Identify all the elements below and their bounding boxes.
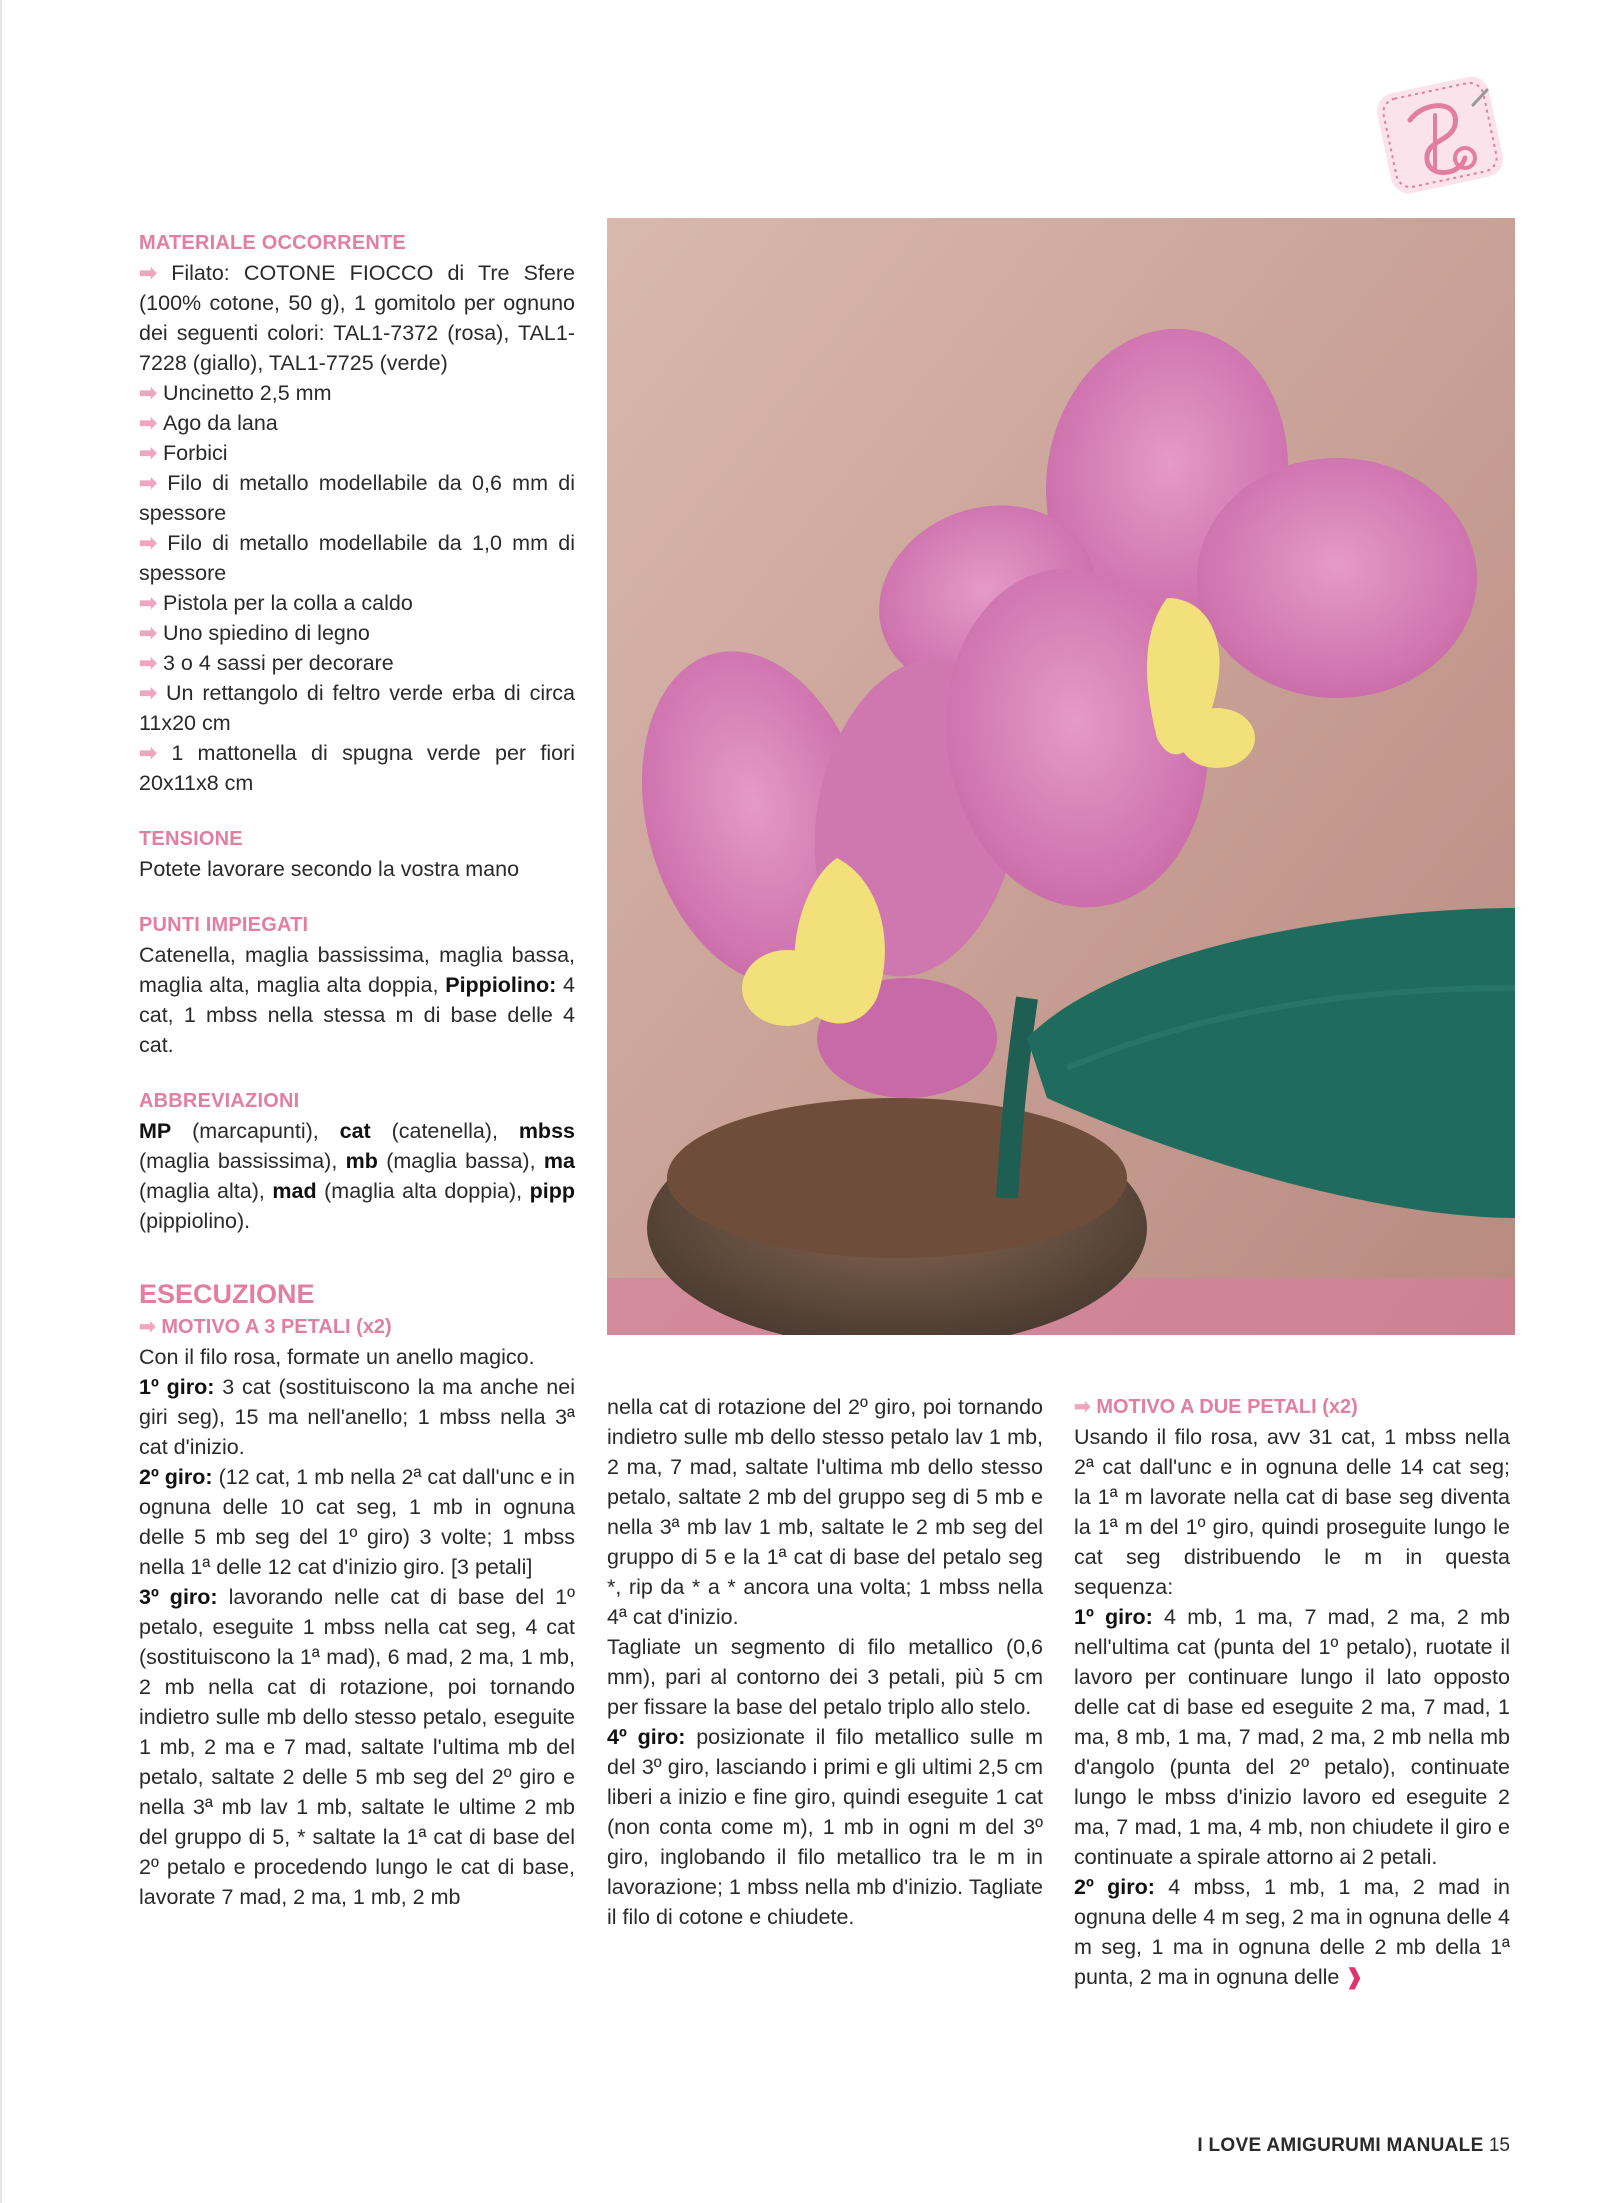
execution-heading: ESECUZIONE (139, 1279, 315, 1309)
arrow-icon: ➡ (139, 1316, 156, 1338)
arrow-icon: ➡ (139, 531, 168, 555)
magazine-title: I LOVE AMIGURUMI MANUALE (1197, 2135, 1484, 2156)
page-number: 15 (1488, 2135, 1510, 2156)
page-footer (1197, 2135, 1510, 2157)
orchid-photo (607, 218, 1515, 1335)
abbreviation-key: pipp (529, 1179, 575, 1203)
pip-label: Pippiolino: (445, 973, 557, 997)
arrow-icon: ➡ (139, 651, 163, 675)
column-right (1074, 1392, 1510, 1992)
material-item: ➡ Filo di metallo modellabile da 1,0 mm di spessore (139, 531, 575, 585)
column-middle (607, 1392, 1043, 1932)
materials-heading: MATERIALE OCCORRENTE (139, 232, 406, 254)
material-item: ➡ Filo di metallo modellabile da 0,6 mm di spessore (139, 471, 575, 525)
abbreviation-key: mad (272, 1179, 317, 1203)
materials-list (139, 258, 575, 798)
abbreviation-meaning: (catenella), (370, 1119, 519, 1143)
metal-wire-instruction: Tagliate un segmento di filo metallico (0,6 mm), pari al contorno dei 3 petali, più 5 cm per fissare la base del petalo triplo allo stelo. (607, 1635, 1043, 1719)
arrow-icon: ➡ (139, 471, 168, 495)
abbreviation-key: cat (339, 1119, 371, 1143)
abbreviation-meaning: (pippiolino). (139, 1209, 251, 1233)
tension-text: Potete lavorare secondo la vostra mano (139, 857, 520, 881)
arrow-icon: ➡ (139, 681, 166, 705)
material-item: ➡ 1 mattonella di spugna verde per fiori 20x11x8 cm (139, 741, 575, 795)
abbreviation-meaning: (marcapunti), (171, 1119, 340, 1143)
abbreviation-key: mb (345, 1149, 378, 1173)
abbreviation-meaning: (maglia alta doppia), (316, 1179, 530, 1203)
motif-2-intro: Usando il filo rosa, avv 31 cat, 1 mbss nella 2ª cat dall'unc e in ognuna delle 14 cat seg; la 1ª m lavorate nella cat di base seg diventa la 1ª m del 1º giro, quindi proseguite lungo le cat seg distribuendo le m in questa sequenza: (1074, 1425, 1510, 1599)
motif-2-petals-heading: ➡ MOTIVO A DUE PETALI (x2) (1074, 1396, 1358, 1418)
material-item: ➡ 3 o 4 sassi per decorare (139, 651, 394, 675)
abbreviation-key: ma (543, 1149, 575, 1173)
abbreviation-meaning: (maglia bassa), (377, 1149, 544, 1173)
motif-3-petals-heading: ➡ MOTIVO A 3 PETALI (x2) (139, 1316, 392, 1338)
round-4: 4º giro: posizionate il filo metallico sulle m del 3º giro, lasciando i primi e gli ultimi 2,5 cm liberi a inizio e fine giro, quindi eseguite 1 cat (non conta come m), 1 mb in ogni m del 3º giro, inglobando il filo metallico tra le m in lavorazione; 1 mbss nella mb d'inizio. Tagliate il filo di cotone e chiudete. (607, 1725, 1043, 1929)
magazine-logo-icon (1365, 70, 1515, 200)
abbreviation-meaning: (maglia bassissima), (139, 1149, 346, 1173)
arrow-icon: ➡ (139, 741, 172, 765)
material-item: ➡ Uno spiedino di legno (139, 621, 370, 645)
arrow-icon: ➡ (139, 261, 172, 285)
abbreviation-key: MP (139, 1119, 172, 1143)
abbreviations-heading: ABBREVIAZIONI (139, 1090, 300, 1112)
arrow-icon: ➡ (1074, 1396, 1091, 1418)
motif-2-round-2: 2º giro: 4 mbss, 1 mb, 1 ma, 2 mad in ognuna delle 4 m seg, 2 ma in ognuna delle 4 m seg, 1 ma in ognuna delle 2 mb della 1ª punta, 2 ma in ognuna delle ❱ (1074, 1875, 1510, 1989)
material-item: ➡ Un rettangolo di feltro verde erba di circa 11x20 cm (139, 681, 575, 735)
arrow-icon: ➡ (139, 381, 163, 405)
material-item: ➡ Pistola per la colla a caldo (139, 591, 413, 615)
material-item: ➡ Forbici (139, 441, 228, 465)
stitches-heading: PUNTI IMPIEGATI (139, 914, 309, 936)
round-2: 2º giro: (12 cat, 1 mb nella 2ª cat dall'unc e in ognuna delle 10 cat seg, 1 mb in ognuna delle 5 mb seg del 1º giro) 3 volte; 1 mbss nella 1ª delle 12 cat d'inizio giro. [3 petali] (139, 1465, 575, 1579)
continue-arrow-icon: ❱ (1345, 1965, 1364, 1989)
arrow-icon: ➡ (139, 591, 163, 615)
column-left (139, 228, 575, 1912)
motif-intro: Con il filo rosa, formate un anello magico. (139, 1345, 535, 1369)
motif-2-round-1: 1º giro: 4 mb, 1 ma, 7 mad, 2 ma, 2 mb nell'ultima cat (punta del 1º petalo), ruotate il lavoro per continuare lungo il lato opposto delle cat di base ed eseguite 2 ma, 7 mad, 1 ma, 8 mb, 1 ma, 7 mad, 2 ma, 2 mb nella mb d'angolo (punta del 2º petalo), continuate lungo le mbss d'inizio lavoro ed eseguite 2 ma, 7 mad, 1 ma, 4 mb, non chiudete il giro e continuate a spirale attorno ai 2 petali. (1074, 1605, 1510, 1869)
stitches-text: Catenella, maglia bassissima, maglia bassa, maglia alta, maglia alta doppia, (139, 943, 575, 997)
arrow-icon: ➡ (139, 441, 163, 465)
abbreviation-key: mbss (518, 1119, 575, 1143)
arrow-icon: ➡ (139, 621, 163, 645)
abbreviations-text (139, 1116, 575, 1236)
material-item: ➡ Filato: COTONE FIOCCO di Tre Sfere (100% cotone, 50 g), 1 gomitolo per ognuno dei seguenti colori: TAL1-7372 (rosa), TAL1-7228 (giallo), TAL1-7725 (verde) (139, 261, 575, 375)
pip-text: 4 cat, 1 mbss nella stessa m di base delle 4 cat. (139, 973, 575, 1057)
stitches-paragraph (139, 940, 575, 1060)
round-1: 1º giro: 3 cat (sostituiscono la ma anche nei giri seg), 15 ma nell'anello; 1 mbss nella 3ª cat d'inizio. (139, 1375, 575, 1459)
page-edge (0, 0, 2, 2203)
abbreviation-meaning: (maglia alta), (139, 1179, 273, 1203)
material-item: ➡ Ago da lana (139, 411, 278, 435)
tension-heading: TENSIONE (139, 828, 243, 850)
arrow-icon: ➡ (139, 411, 163, 435)
crochet-orchid-image (607, 218, 1515, 1335)
round-3-continued: nella cat di rotazione del 2º giro, poi tornando indietro sulle mb dello stesso petalo lav 1 mb, 2 ma, 7 mad, saltate l'ultima mb dello stesso petalo, saltate 2 mb del gruppo seg di 5 mb e nella 3ª mb lav 1 mb, saltate le 2 mb seg del gruppo di 5 e la 1ª cat di base del petalo seg *, rip da * a * ancora una volta; 1 mbss nella 4ª cat d'inizio. (607, 1395, 1043, 1629)
round-3: 3º giro: lavorando nelle cat di base del 1º petalo, eseguite 1 mbss nella cat seg, 4 cat (sostituiscono la 1ª mad), 6 mad, 2 ma, 1 mb, 2 mb nella cat di rotazione, poi tornando indietro sulle mb dello stesso petalo, eseguite 1 mb, 2 ma e 7 mad, saltate l'ultima mb del petalo, saltate 2 delle 5 mb seg del 2º giro e nella 3ª mb lav 1 mb, saltate le ultime 2 mb del gruppo di 5, * saltate la 1ª cat di base del 2º petalo e procedendo lungo le cat di base, lavorate 7 mad, 2 ma, 1 mb, 2 mb (139, 1585, 575, 1909)
material-item: ➡ Uncinetto 2,5 mm (139, 381, 332, 405)
